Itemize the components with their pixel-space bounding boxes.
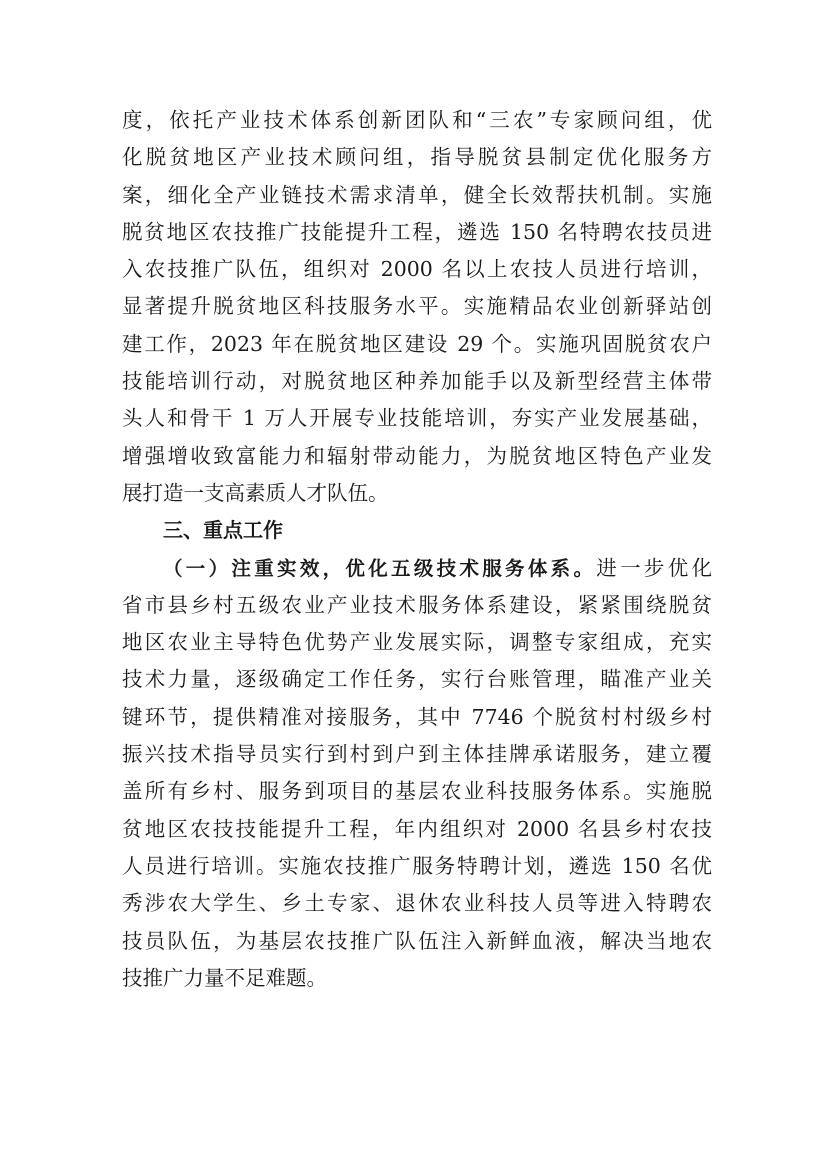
text-line: 展打造一支高素质人才队伍。: [122, 480, 389, 505]
paragraph-key-work-1: [122, 550, 712, 998]
text-line: 人员进行培训。实施农技推广服务特聘计划，遴选 150 名优: [122, 853, 712, 878]
text-line: 秀涉农大学生、乡土专家、退休农业科技人员等进入特聘农: [122, 891, 712, 916]
text-line: 键环节，提供精准对接服务，其中 7746 个脱贫村村级乡村: [122, 704, 712, 729]
section-heading: 三、重点工作: [163, 518, 283, 543]
paragraph-continued: [122, 102, 712, 512]
text-line: 省市县乡村五级农业产业技术服务体系建设，紧紧围绕脱贫: [122, 592, 712, 617]
text-line: 头人和骨干 1 万人开展专业技能培训，夯实产业发展基础，: [122, 406, 712, 431]
text-line: 技能培训行动，对脱贫地区种养加能手以及新型经营主体带: [122, 369, 712, 394]
text-line: 技术力量，逐级确定工作任务，实行台账管理，瞄准产业关: [122, 667, 712, 692]
text-line: 度，依托产业技术体系创新团队和“三农”专家顾问组，优: [122, 108, 712, 132]
text-line: 贫地区农技技能提升工程，年内组织对 2000 名县乡村农技: [122, 816, 712, 841]
text-line: 地区农业主导特色优势产业发展实际，调整专家组成，充实: [122, 630, 712, 655]
text-line: 入农技推广队伍，组织对 2000 名以上农技人员进行培训，: [122, 257, 712, 282]
text-line: 脱贫地区农技推广技能提升工程，遴选 150 名特聘农技员进: [122, 219, 712, 244]
text-line: 案，细化全产业链技术需求清单，健全长效帮扶机制。实施: [122, 182, 712, 207]
text-line: 增强增收致富能力和辐射带动能力，为脱贫地区特色产业发: [122, 443, 712, 468]
document-body: [122, 102, 712, 997]
text-line: 建工作，2023 年在脱贫地区建设 29 个。实施巩固脱贫农户: [122, 331, 712, 356]
text-line: 盖所有乡村、服务到项目的基层农业科技服务体系。实施脱: [122, 779, 712, 804]
text-line: [122, 550, 712, 587]
text-line: 技员队伍，为基层农技推广队伍注入新鲜血液，解决当地农: [122, 928, 712, 953]
text-line: 显著提升脱贫地区科技服务水平。实施精品农业创新驿站创: [122, 294, 712, 319]
subsection-heading: （一）注重实效，优化五级技术服务体系。: [163, 556, 597, 580]
text-line: 技推广力量不足难题。: [122, 965, 327, 990]
text-line: 化脱贫地区产业技术顾问组，指导脱贫县制定优化服务方: [122, 145, 712, 170]
text-line: 振兴技术指导员实行到村到户到主体挂牌承诺服务，建立覆: [122, 742, 712, 767]
text-run: 进一步优化: [596, 555, 712, 580]
